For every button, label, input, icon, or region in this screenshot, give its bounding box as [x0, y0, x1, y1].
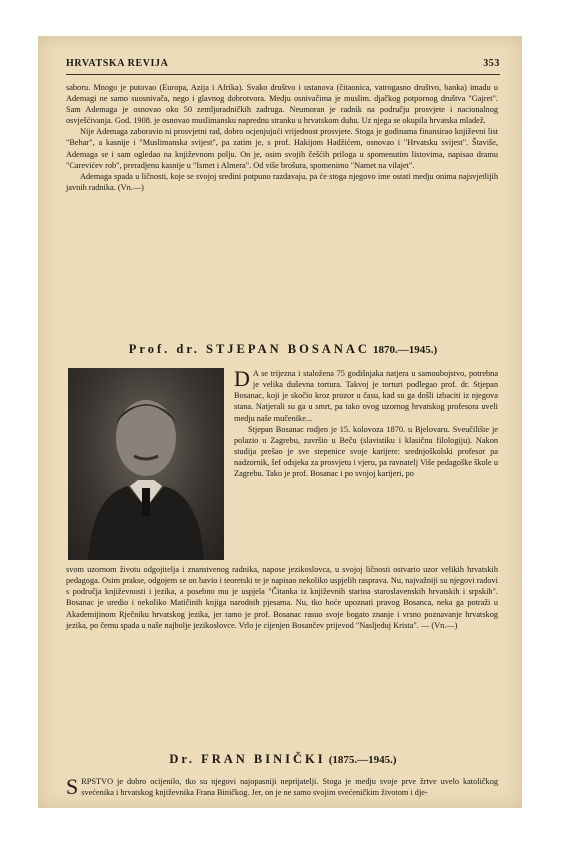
bosanac-name: Prof. dr. STJEPAN BOSANAC — [128, 342, 370, 356]
binicki-years: (1875.—1945.) — [328, 754, 397, 766]
ademaga-article-end — [66, 82, 498, 193]
drop-cap: D — [234, 366, 250, 391]
bosanac-years: 1870.—1945.) — [373, 344, 438, 356]
binicki-heading — [66, 752, 500, 767]
bosanac-heading — [66, 342, 500, 357]
paragraph: Ademaga spada u ličnosti, koje se svojoj sredini potpuno razdavaju, pa će stoga njegovo ime ostati medju onima najsvjetlijih javnih radnika. (Vn.—) — [66, 171, 498, 192]
page-header — [66, 58, 500, 69]
paragraph: Nije Ademaga zaboravio ni prosvjetni rad, dobro ocjenjujući vrijednost prosvjete. Stoga je godinama finansirao književni list "Behar", a kasnije i "Muslimanska svijest", pa zatim je, s prof. Hakijom Hadžićem, osnovao i "Hrvatsku svijest". Štaviše, Ademaga se i sam ogledao na književnom polju. On je, osim svojih češćih priloga u spomenutim listovima, napisao dramu "Carevićev rob", preradjenu kasnije u "Ismet i Almera". Od više brošura, spomenimo "Namet na vilajet". — [66, 127, 498, 170]
binicki-name: Dr. FRAN BINIČKI — [169, 752, 326, 766]
page-number: 353 — [483, 58, 500, 69]
paragraph: saboru. Mnogo je putovao (Europa, Azija i Afrika). Svako društvo i ustanova (čitaonica, vatrogasno društvo, banka) imadu u Ademagi ne samo suosnivača, nego i glavnog dobrotvora. Medju osnivačima je muslim. djačkog potpornog društva "Gajret". Sam Ademaga je osnovao oko 50 zemljoradničkih zadruga. Neumoran je radnik na području prosvjete i nacionalnog osvješćivanja. God. 1908. je osnovao muslimansku naprednu stranku u hrvatskom duhu. Uz njega se okupila hrvatska mladež. — [66, 83, 498, 126]
drop-cap: S — [66, 774, 79, 799]
bio-text-continued: svom uzornom životu odgojitelja i znanstvenog radnika, napose jezikoslovca, u svojoj ličnosti ostvario uzor velikih hrvatskih pedagoga. Osim prakse, odgojem se on bavio i teoretski te je napisao nekoliko uspjelih rasprava. Nu, najvažniji su njegovi radovi s područja književnosti i jezika, a posebno mu je uspjela "Čitanka iz književnih starina staroslavenskih hrvatskih i srpskih". Bosanac je uredio i nekoliko Matičinih knjiga narodnih pjesama. Nu, tko hoće upoznati pravog Bosanca, neka ga potraži u Akademijinom Rječniku hrvatskog jezika, jer tamo je prof. Bosanac rasuo svoje bogato znanje i vrsno poznavanje hrvatskog jezika, po čemu spada u naše najbolje jezikoslovce. Vrlo je cijenjen Bosančev prijevod "Nasljeduj Krista". — (Vn.—) — [66, 565, 498, 630]
journal-title: HRVATSKA REVIJA — [66, 58, 169, 69]
bio-text: A se trijezna i staložena 75 godišnjaka natjera u samoubojstvo, potrebna je velika duševna tortura. Takvoj je torturi podlegao prof. dr. Stjepan Bosanac, koji je skočio kroz prozor u času, kad su ga došli izbaciti iz njegova stana. Natjerali su ga u smrt, pa tako ovog uzornog hrvatskog profesora uveli medju naše mučenike... — [234, 369, 498, 423]
header-rule — [66, 74, 500, 75]
bosanac-portrait — [68, 368, 224, 560]
bosanac-bio-full-width — [66, 564, 498, 631]
portrait-image — [68, 368, 224, 560]
book-page — [38, 36, 522, 808]
bio-text-2: Stjepan Bosanac rodjen je 15. kolovoza 1870. u Bjelovaru. Sveučilište je polazio u Zagrebu, završio u Beču (slavistiku i klasičnu filologiju). Nakon studija prešao je sve stepenice svoje karijere: srednjoškolski profesor pa nadzornik, šef odsjeka za prosvjetu i vjeru, pa ravnatelj Više pedagoške škole u Zagrebu. Tako je prof. Bosanac i po svojoj karijeri, po — [234, 424, 498, 479]
bosanac-bio-beside-portrait — [234, 368, 498, 480]
binicki-article-start — [66, 776, 498, 798]
binicki-text: RPSTVO je dobro ocijenilo, tko su njegovi najopasniji neprijatelji. Stoga je medju svoje prve žrtve uvelo katoličkog svećenika i hrvatskog književnika Frana Biničkog. Jer, on je ne samo svojim svećeničkim životom i dje- — [81, 777, 498, 798]
